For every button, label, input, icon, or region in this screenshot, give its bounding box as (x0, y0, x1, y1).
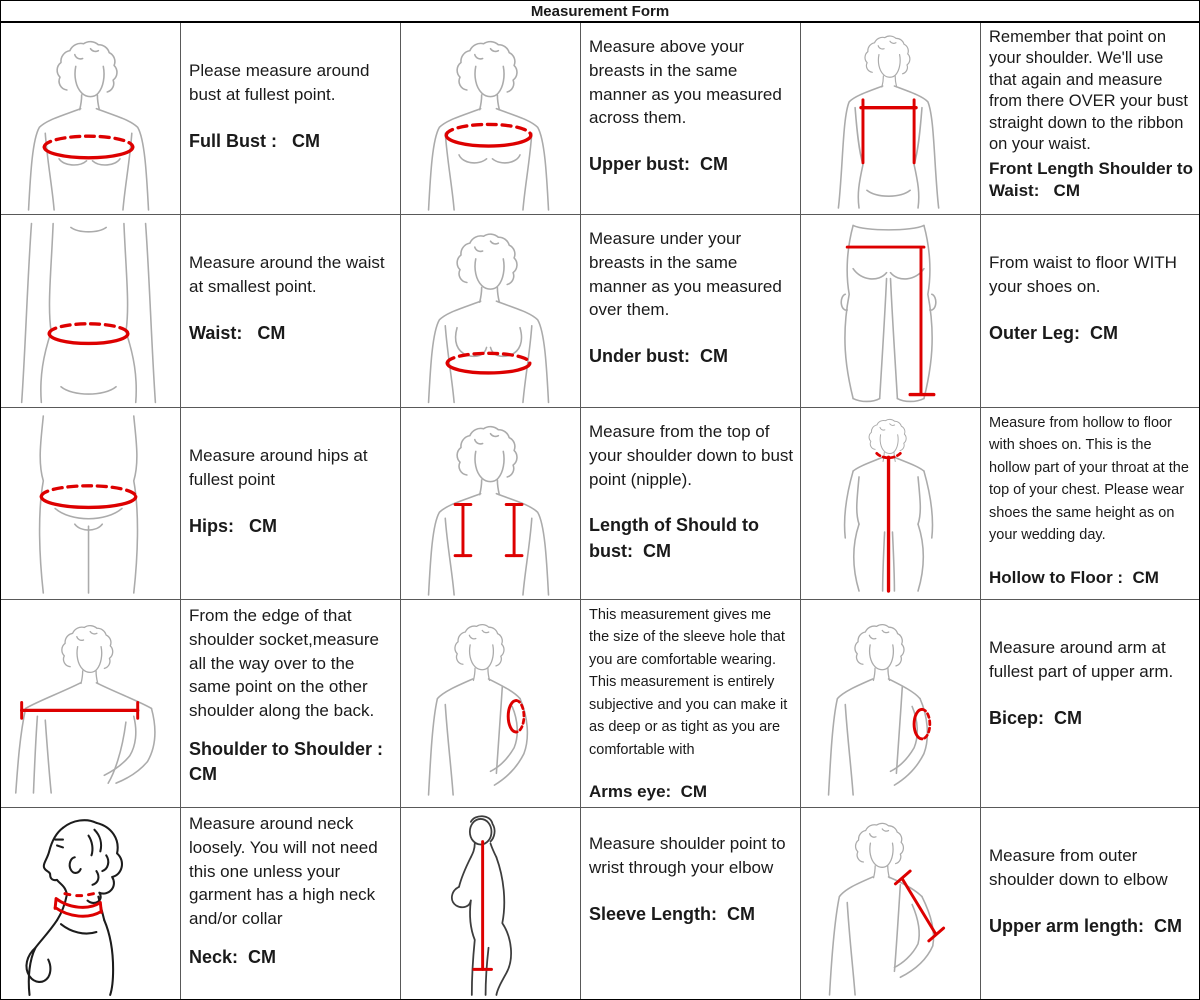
hips-label: Hips: CM (189, 515, 277, 536)
under-bust-figure (402, 216, 579, 406)
waist-label: Waist: CM (189, 322, 286, 343)
bicep-description: Measure around arm at fullest part of upper arm. (989, 638, 1174, 681)
cell-text-arms-eye (581, 600, 801, 808)
cell-text-waist (181, 215, 401, 408)
cell-figure-upper-bust (401, 23, 581, 215)
bicep-label: Bicep: CM (989, 707, 1083, 728)
cell-text-front-length (981, 23, 1200, 215)
hollow-to-floor-figure (802, 409, 979, 598)
cell-text-bicep (981, 600, 1200, 808)
page-title: Measurement Form (1, 1, 1199, 23)
waist-figure (2, 216, 179, 406)
cell-text-hollow-to-floor (981, 408, 1200, 600)
cell-figure-arms-eye (401, 600, 581, 808)
neck-description: Measure around neck loosely. You will not need this one unless your garment has a high neck and/or collar (189, 814, 378, 929)
front-length-description: Remember that point on your shoulder. We'll use that again and measure from there OVER your bust straight down to the ribbon on your waist. (989, 28, 1188, 154)
arms-eye-description: This measurement gives me the size of the sleeve hole that you are comfortable wearing. This measurement is entirely subjective and you can make it as deep or as tight as you are comfortable with (589, 607, 788, 758)
under-bust-description: Measure under your breasts in the same manner as you measured over them. (589, 229, 782, 320)
shoulder-to-bust-description: Measure from the top of your shoulder down to bust point (nipple). (589, 422, 794, 489)
hips-description: Measure around hips at fullest point (189, 446, 368, 489)
front-length-shoulder-to-waist-figure (802, 24, 979, 213)
cell-text-full-bust (181, 23, 401, 215)
waist-description: Measure around the waist at smallest point. (189, 253, 385, 296)
cell-text-hips (181, 408, 401, 600)
upper-bust-figure (402, 24, 579, 213)
arms-eye-figure (402, 601, 579, 806)
cell-text-under-bust (581, 215, 801, 408)
cell-figure-full-bust (1, 23, 181, 215)
sleeve-length-description: Measure shoulder point to wrist through your elbow (589, 834, 786, 877)
cell-text-neck (181, 808, 401, 999)
cell-text-shoulder-to-bust (581, 408, 801, 600)
cell-figure-front-length (801, 23, 981, 215)
shoulder-to-bust-figure (402, 409, 579, 598)
cell-text-upper-arm-length (981, 808, 1200, 999)
upper-arm-length-label: Upper arm length: CM (989, 915, 1183, 936)
cell-text-sleeve-length (581, 808, 801, 999)
upper-bust-label: Upper bust: CM (589, 154, 728, 175)
under-bust-label: Under bust: CM (589, 346, 728, 367)
upper-bust-description: Measure above your breasts in the same manner as you measured across them. (589, 37, 782, 128)
cell-figure-neck (1, 808, 181, 999)
full-bust-description: Please measure around bust at fullest point. (189, 61, 370, 104)
neck-label: Neck: CM (189, 946, 277, 967)
outer-leg-label: Outer Leg: CM (989, 322, 1118, 343)
shoulder-to-shoulder-label: Shoulder to Shoulder : CM (189, 738, 389, 785)
hips-figure (2, 409, 179, 598)
outer-leg-description: From waist to floor WITH your shoes on. (989, 253, 1177, 296)
cell-figure-under-bust (401, 215, 581, 408)
upper-arm-length-figure (802, 809, 979, 998)
sleeve-length-label: Sleeve Length: CM (589, 903, 756, 924)
cell-figure-hollow-to-floor (801, 408, 981, 600)
upper-arm-length-description: Measure from outer shoulder down to elbow (989, 846, 1168, 889)
shoulder-to-shoulder-figure (2, 601, 179, 806)
cell-figure-sleeve-length (401, 808, 581, 999)
cell-figure-waist (1, 215, 181, 408)
outer-leg-figure (802, 216, 979, 406)
hollow-to-floor-label: Hollow to Floor : CM (989, 567, 1159, 587)
cell-figure-shoulder-to-bust (401, 408, 581, 600)
shoulder-to-shoulder-description: From the edge of that shoulder socket,measure all the way over to the same point on the other shoulder along the back. (189, 606, 379, 721)
cell-figure-upper-arm-length (801, 808, 981, 999)
bicep-figure (802, 601, 979, 806)
cell-figure-outer-leg (801, 215, 981, 408)
cell-text-shoulder-to-shoulder (181, 600, 401, 808)
hollow-to-floor-description: Measure from hollow to floor with shoes on. This is the hollow part of your throat at the top of your chest. Please wear shoes the same height as on your wedding day. (989, 415, 1189, 544)
measurement-grid (1, 23, 1199, 999)
cell-text-outer-leg (981, 215, 1200, 408)
sleeve-length-figure (402, 809, 579, 998)
front-length-label: Front Length Shoulder to Waist: CM (989, 158, 1198, 200)
cell-figure-hips (1, 408, 181, 600)
cell-figure-bicep (801, 600, 981, 808)
neck-figure (2, 809, 179, 998)
cell-text-upper-bust (581, 23, 801, 215)
cell-figure-shoulder-to-shoulder (1, 600, 181, 808)
full-bust-label: Full Bust : CM (189, 130, 320, 151)
arms-eye-label: Arms eye: CM (589, 782, 708, 802)
shoulder-to-bust-label: Length of Should to bust: CM (589, 515, 764, 561)
full-bust-figure (2, 24, 179, 213)
